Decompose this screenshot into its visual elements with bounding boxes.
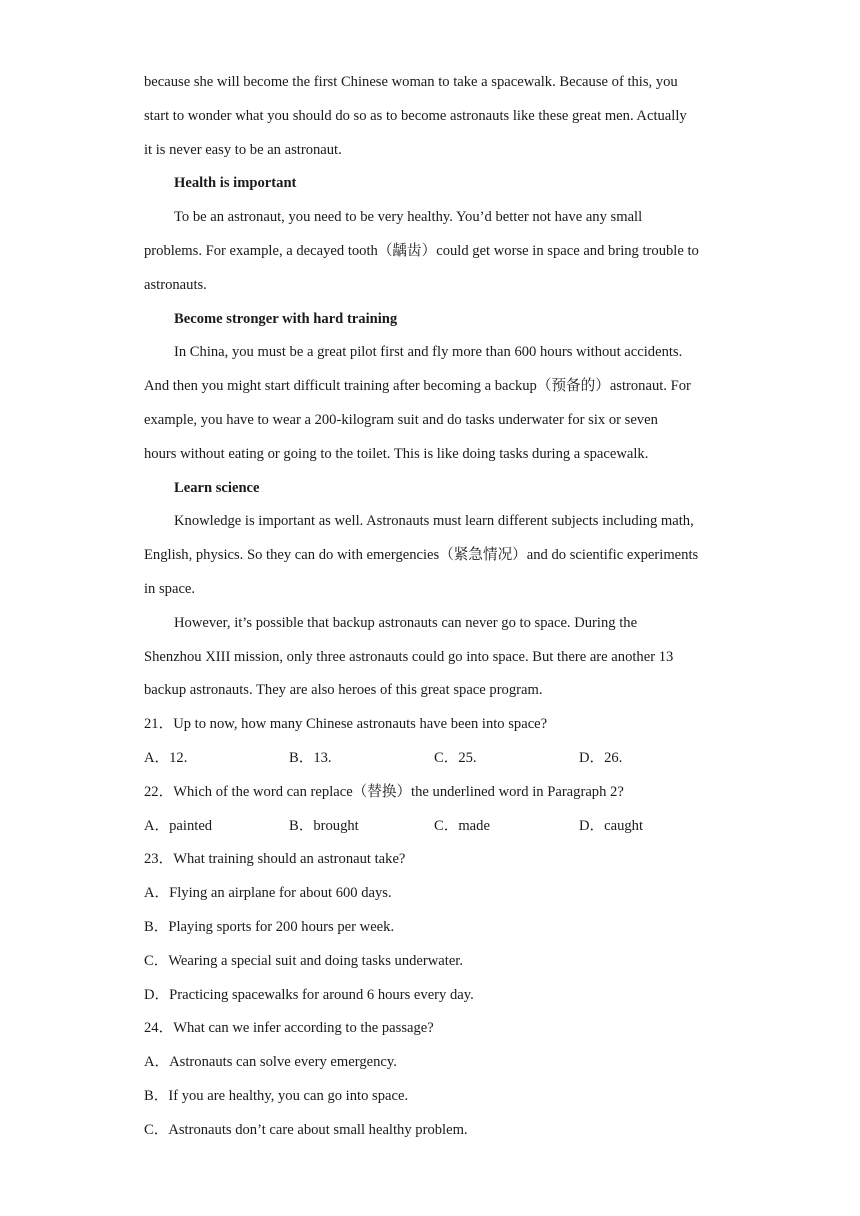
answer-option: B．brought <box>289 817 359 834</box>
passage-line: Shenzhou XIII mission, only three astronauts could go into space. But there are another 13 <box>144 648 674 665</box>
question-stem: 23．What training should an astronaut take? <box>144 851 406 868</box>
answer-option: B．If you are healthy, you can go into space. <box>144 1087 409 1104</box>
section-heading: Become stronger with hard training <box>174 310 398 327</box>
question-stem: 21．Up to now, how many Chinese astronauts have been into space? <box>144 716 548 733</box>
passage-line: However, it’s possible that backup astronauts can never go to space. During the <box>174 614 638 631</box>
question-list <box>144 708 724 1147</box>
question-block <box>144 1012 724 1147</box>
answer-option: A．12. <box>144 749 188 766</box>
passage-line: hours without eating or going to the toilet. This is like doing tasks during a spacewalk. <box>144 445 649 462</box>
answer-option: A．painted <box>144 817 213 834</box>
passage-line: In China, you must be a great pilot first and fly more than 600 hours without accidents. <box>174 344 683 361</box>
answer-option: A．Flying an airplane for about 600 days. <box>144 885 392 902</box>
question-block <box>144 708 724 776</box>
passage-line: To be an astronaut, you need to be very healthy. You’d better not have any small <box>174 209 643 226</box>
passage-line: start to wonder what you should do so as to become astronauts like these great men. Actually <box>144 107 687 124</box>
answer-option: C．25. <box>434 749 477 766</box>
passage-line: it is never easy to be an astronaut. <box>144 141 342 158</box>
question-stem: 22．Which of the word can replace（替换）the underlined word in Paragraph 2? <box>144 783 624 800</box>
answer-option: D．26. <box>579 749 623 766</box>
answer-option: A．Astronauts can solve every emergency. <box>144 1054 397 1071</box>
answer-option: B．13. <box>289 749 332 766</box>
passage-line: example, you have to wear a 200-kilogram suit and do tasks underwater for six or seven <box>144 411 658 428</box>
document-content <box>144 66 724 1148</box>
answer-option: D．Practicing spacewalks for around 6 hours every day. <box>144 986 474 1003</box>
reading-passage <box>144 66 724 708</box>
passage-line: in space. <box>144 580 196 597</box>
passage-line: Knowledge is important as well. Astronauts must learn different subjects including math, <box>174 513 694 530</box>
passage-line: because she will become the first Chinese woman to take a spacewalk. Because of this, you <box>144 74 678 90</box>
question-block <box>144 843 724 1012</box>
passage-line: And then you might start difficult training after becoming a backup（预备的）astronaut. For <box>144 378 691 395</box>
answer-option: B．Playing sports for 200 hours per week. <box>144 918 395 935</box>
answer-options <box>144 742 724 776</box>
answer-option: C．Astronauts don’t care about small healthy problem. <box>144 1121 468 1138</box>
answer-options <box>144 810 724 844</box>
answer-option: C．made <box>434 817 490 834</box>
answer-option: D．caught <box>579 817 644 834</box>
passage-line: English, physics. So they can do with emergencies（紧急情况）and do scientific experiments <box>144 547 699 564</box>
passage-line: backup astronauts. They are also heroes of this great space program. <box>144 682 543 699</box>
answer-option: C．Wearing a special suit and doing tasks underwater. <box>144 952 463 969</box>
question-block <box>144 776 724 844</box>
section-heading: Learn science <box>174 479 260 496</box>
passage-line: astronauts. <box>144 276 207 293</box>
section-heading: Health is important <box>174 175 297 192</box>
passage-line: problems. For example, a decayed tooth（龋齿）could get worse in space and bring trouble to <box>144 242 699 259</box>
question-stem: 24．What can we infer according to the passage? <box>144 1020 434 1037</box>
